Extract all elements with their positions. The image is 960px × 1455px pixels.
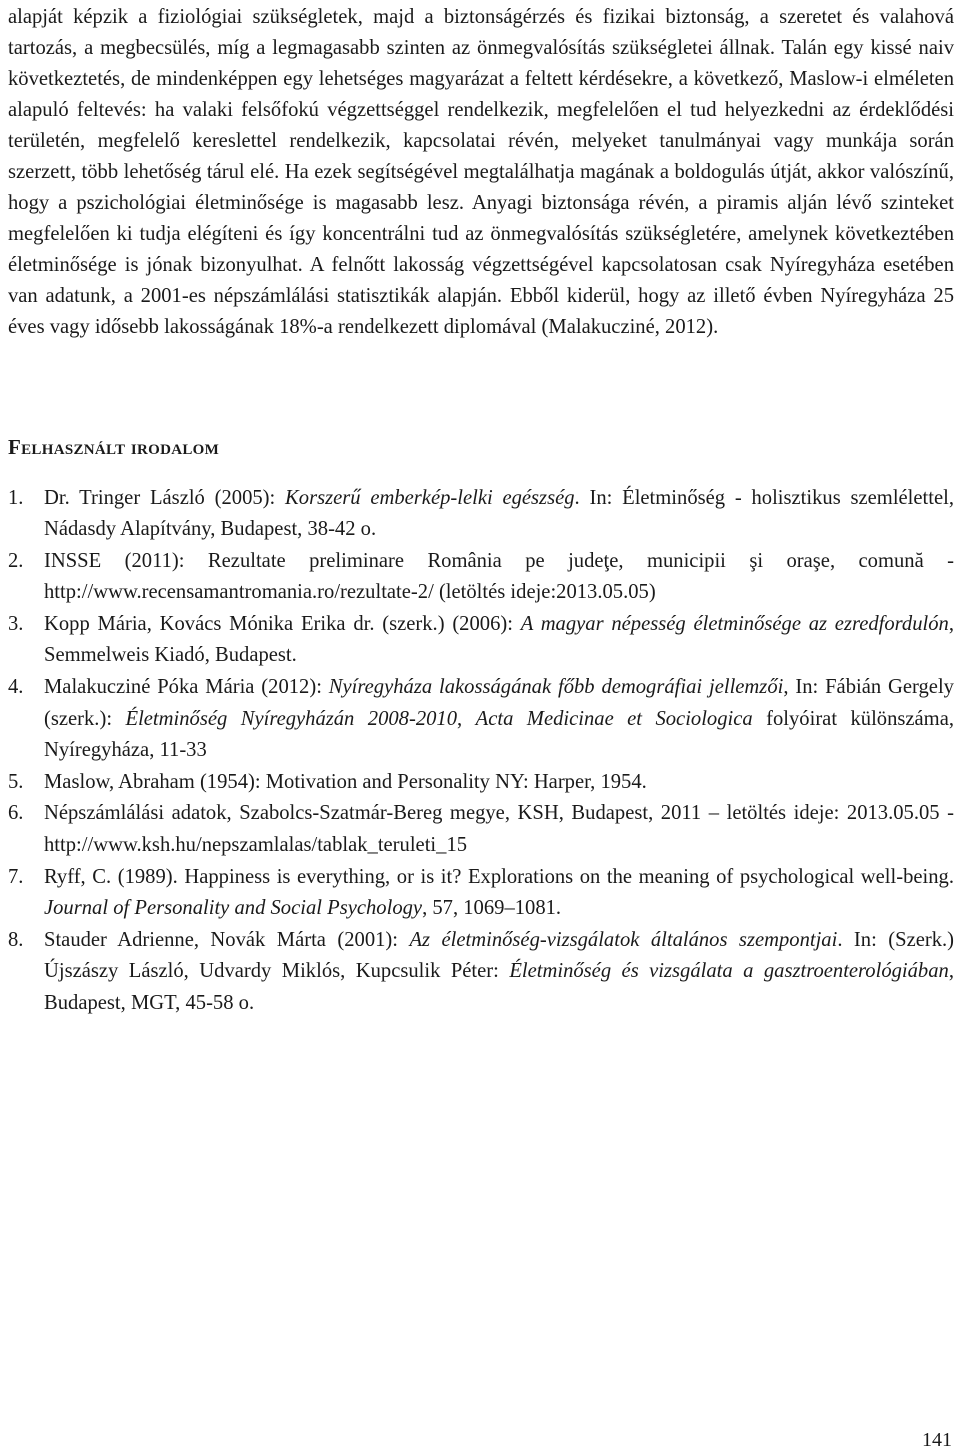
reference-author: Dr. Tringer László (2005):	[44, 486, 286, 509]
reference-details: . In: Életminőség - holisztikus szemlélettel, Nádasdy Alapítvány, Budapest, 38-42 o.	[44, 486, 954, 541]
paragraph-sentence: A felnőtt lakosság végzettségével kapcsolatosan csak Nyíregyháza esetében van adatunk, a 2001-es népszámlálási statisztikák alapján.	[8, 254, 954, 308]
reference-journal: Acta Medicinae et Sociologica	[475, 707, 753, 730]
reference-details: INSSE (2011): Rezultate preliminare România pe judeţe, municipii şi oraşe, comună - http://www.recensamantromania.ro/rezultate-2/ (letöltés ideje:2013.05.05)	[44, 549, 954, 604]
paragraph-sentence: Anyagi biztonsága révén, a piramis alján lévő szinteket megfelelően ki tudja elégíteni és így koncentrálni tud az önmegvalósítás szükségletére, amelynek következtében életminősége is jónak bizonyulhat.	[8, 192, 954, 277]
reference-item	[8, 609, 954, 672]
reference-author: Malakucziné Póka Mária (2012):	[44, 676, 329, 699]
reference-item	[8, 483, 954, 546]
reference-title: Nyíregyháza lakosságának főbb demográfiai jellemzői	[328, 676, 784, 699]
reference-item	[8, 546, 954, 609]
reference-number: 2.	[8, 549, 24, 572]
reference-number: 8.	[8, 928, 24, 951]
reference-title: Az életminőség-vizsgálatok általános szempontjai	[409, 928, 838, 951]
references-heading: Felhasznált irodalom	[8, 434, 220, 459]
paragraph-sentence: Talán egy kissé naiv következtetés, de mindenképpen egy lehetséges magyarázat a feltett kérdésekre, a következő, Maslow-i elméleten alapuló feltevés: ha valaki felsőfokú végzettséggel rendelkezik, megfelelően el tud helyezkedni az érdeklődési területén, megfelelő kereslettel rendelkezik, kapcsolatai révén, melyeket tanulmányai vagy munkája során szerzett, több lehetőség tárul elé.	[8, 37, 955, 184]
reference-text	[44, 802, 954, 856]
document-page	[8, 0, 954, 1020]
reference-text	[44, 866, 954, 920]
reference-text	[44, 929, 954, 1014]
reference-title: Korszerű emberkép-lelki egészség	[285, 486, 575, 509]
reference-title: A magyar népesség életminősége az ezredfordulón	[520, 612, 949, 635]
references-list	[8, 483, 954, 1020]
reference-number: 1.	[8, 486, 24, 509]
reference-number: 5.	[8, 770, 24, 793]
reference-details: , Semmelweis Kiadó, Budapest.	[44, 612, 954, 667]
reference-number: 3.	[8, 612, 24, 635]
reference-details: . In: (Szerk.) Újszászy László, Udvardy Miklós, Kupcsulik Péter:	[44, 928, 955, 983]
reference-author: Kopp Mária, Kovács Mónika Erika dr. (szerk.) (2006):	[44, 612, 521, 635]
reference-book-title: Életminőség és vizsgálata a gasztroenterológiában	[509, 960, 949, 983]
body-paragraph	[8, 0, 954, 344]
reference-number: 4.	[8, 676, 24, 699]
reference-item	[8, 672, 954, 767]
reference-details: , In: Fábián Gergely (szerk.):	[44, 676, 954, 730]
reference-text	[44, 771, 647, 793]
reference-details: Népszámlálási adatok, Szabolcs-Szatmár-Bereg megye, KSH, Budapest, 2011 – letöltés ideje: 2013.05.05 - http://www.ksh.hu/nepszamlalas/tablak_teruleti_15	[44, 802, 954, 857]
reference-author: Ryff, C. (1989). Happiness is everything, or is it? Explorations on the meaning of psychological well-being.	[44, 865, 954, 888]
reference-details: Maslow, Abraham (1954): Motivation and Personality NY: Harper, 1954.	[44, 770, 647, 793]
reference-text	[44, 487, 954, 541]
reference-item	[8, 798, 954, 861]
reference-separator: ,	[457, 707, 476, 730]
reference-book-title: Életminőség Nyíregyházán 2008-2010	[125, 707, 458, 730]
reference-journal: Journal of Personality and Social Psychology	[44, 897, 423, 920]
paragraph-sentence: Ha ezek segítségével megtalálhatja magának a boldogulás útját, akkor valószínű, hogy a pszichológiai életminősége is magasabb lesz.	[8, 161, 954, 215]
reference-text	[44, 613, 954, 667]
reference-details: , 57, 1069–1081.	[422, 897, 562, 920]
reference-number: 7.	[8, 865, 24, 888]
paragraph-sentence: alapját képzik a fiziológiai szükségletek, majd a biztonságérzés és fizikai biztonság, a szeretet és valahová tartozás, a megbecsülés, míg a legmagasabb szinten az önmegvalósítás szükségletei állnak.	[8, 6, 954, 60]
paragraph-sentence: Ebből kiderül, hogy az illető évben Nyíregyháza 25 éves vagy idősebb lakosságának 18%-a rendelkezett diplomával (Malakucziné, 2012).	[8, 285, 954, 339]
reference-number: 6.	[8, 802, 24, 825]
reference-details: folyóirat különszáma, Nyíregyháza, 11-33	[44, 707, 954, 762]
page-number: 141	[922, 1429, 952, 1451]
reference-text	[44, 550, 954, 604]
reference-item	[8, 862, 954, 925]
reference-item	[8, 925, 954, 1020]
reference-details: , Budapest, MGT, 45-58 o.	[44, 960, 954, 1015]
reference-item	[8, 767, 954, 799]
reference-text	[44, 676, 954, 761]
reference-author: Stauder Adrienne, Novák Márta (2001):	[44, 928, 410, 951]
